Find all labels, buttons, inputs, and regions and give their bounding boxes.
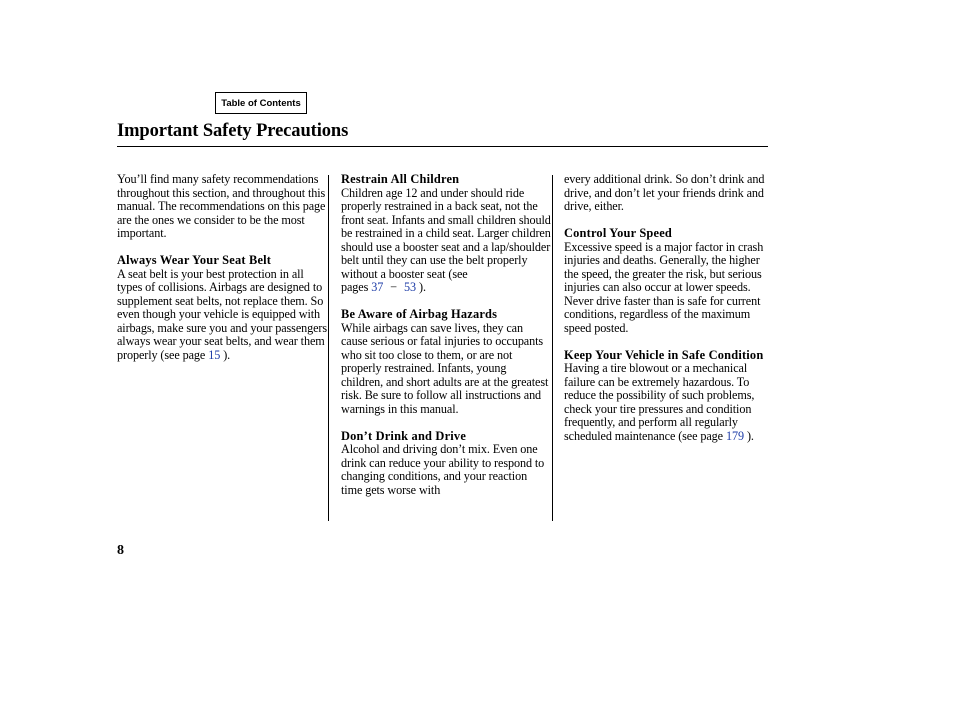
column-2	[341, 173, 551, 497]
page-link-15[interactable]: 15	[208, 347, 221, 362]
speed-heading: Control Your Speed	[564, 226, 673, 240]
drink-continued-paragraph: every additional drink. So don’t drink and drive, and don’t let your friends drink and drive, either.	[564, 172, 765, 213]
seatbelt-heading: Always Wear Your Seat Belt	[117, 253, 272, 267]
column-divider-2	[552, 175, 553, 521]
page-range-dash: −	[390, 280, 398, 294]
page-link-179[interactable]: 179	[725, 428, 744, 443]
children-paragraph	[341, 187, 551, 295]
page-number: 8	[117, 543, 124, 558]
seatbelt-paragraph	[117, 268, 329, 363]
children-tail: ).	[419, 280, 426, 294]
column-3	[564, 173, 770, 443]
drink-paragraph: Alcohol and driving don’t mix. Even one drink can reduce your ability to respond to changing conditions, and your reaction time gets worse with	[341, 442, 545, 497]
condition-heading: Keep Your Vehicle in Safe Condition	[564, 347, 764, 362]
airbag-heading: Be Aware of Airbag Hazards	[341, 307, 498, 321]
table-of-contents-button[interactable]: Table of Contents	[215, 92, 307, 114]
condition-text: Having a tire blowout or a mechanical failure can be extremely hazardous. To reduce the possibility of such problems, check your tire pressures and condition frequently, and perform all regularly scheduled maintenance (see page	[564, 361, 755, 443]
page-link-37[interactable]: 37	[371, 280, 384, 294]
drink-heading: Don’t Drink and Drive	[341, 428, 467, 443]
page-title: Important Safety Precautions	[117, 121, 349, 141]
children-heading: Restrain All Children	[341, 172, 460, 186]
airbag-paragraph: While airbags can save lives, they can cause serious or fatal injuries to occupants who sit too close to them, or are not properly restrained. Infants, young children, and short adults are at the greatest risk. Be sure to follow all instructions and warnings in this manual.	[341, 320, 549, 416]
seatbelt-text: A seat belt is your best protection in all types of collisions. Airbags are designed to supplement seat belts, not replace them. So even though your vehicle is equipped with airbags, make sure you and your passengers always wear your seat belts, and wear them properly (see page	[117, 266, 328, 362]
page-link-53[interactable]: 53	[404, 280, 417, 294]
condition-paragraph	[564, 362, 770, 443]
condition-tail: ).	[746, 428, 754, 443]
seatbelt-tail: ).	[223, 347, 231, 362]
title-divider	[117, 146, 768, 147]
intro-paragraph: You’ll find many safety recommendations throughout this section, and throughout this manual. The recommendations on this page are the ones we consider to be the most important.	[117, 172, 326, 240]
children-text: Children age 12 and under should ride properly restrained in a back seat, not the front seat. Infants and small children should be restrained in a child seat. Larger children should use a booster seat and a lap/shoulder belt until they can use the belt properly without a booster seat (see pages	[341, 185, 551, 294]
column-1	[117, 173, 329, 362]
speed-paragraph: Excessive speed is a major factor in crash injuries and deaths. Generally, the higher the speed, the greater the risk, but serious injuries can also occur at lower speeds. Never drive faster than is safe for current conditions, regardless of the maximum speed posted.	[564, 239, 764, 335]
